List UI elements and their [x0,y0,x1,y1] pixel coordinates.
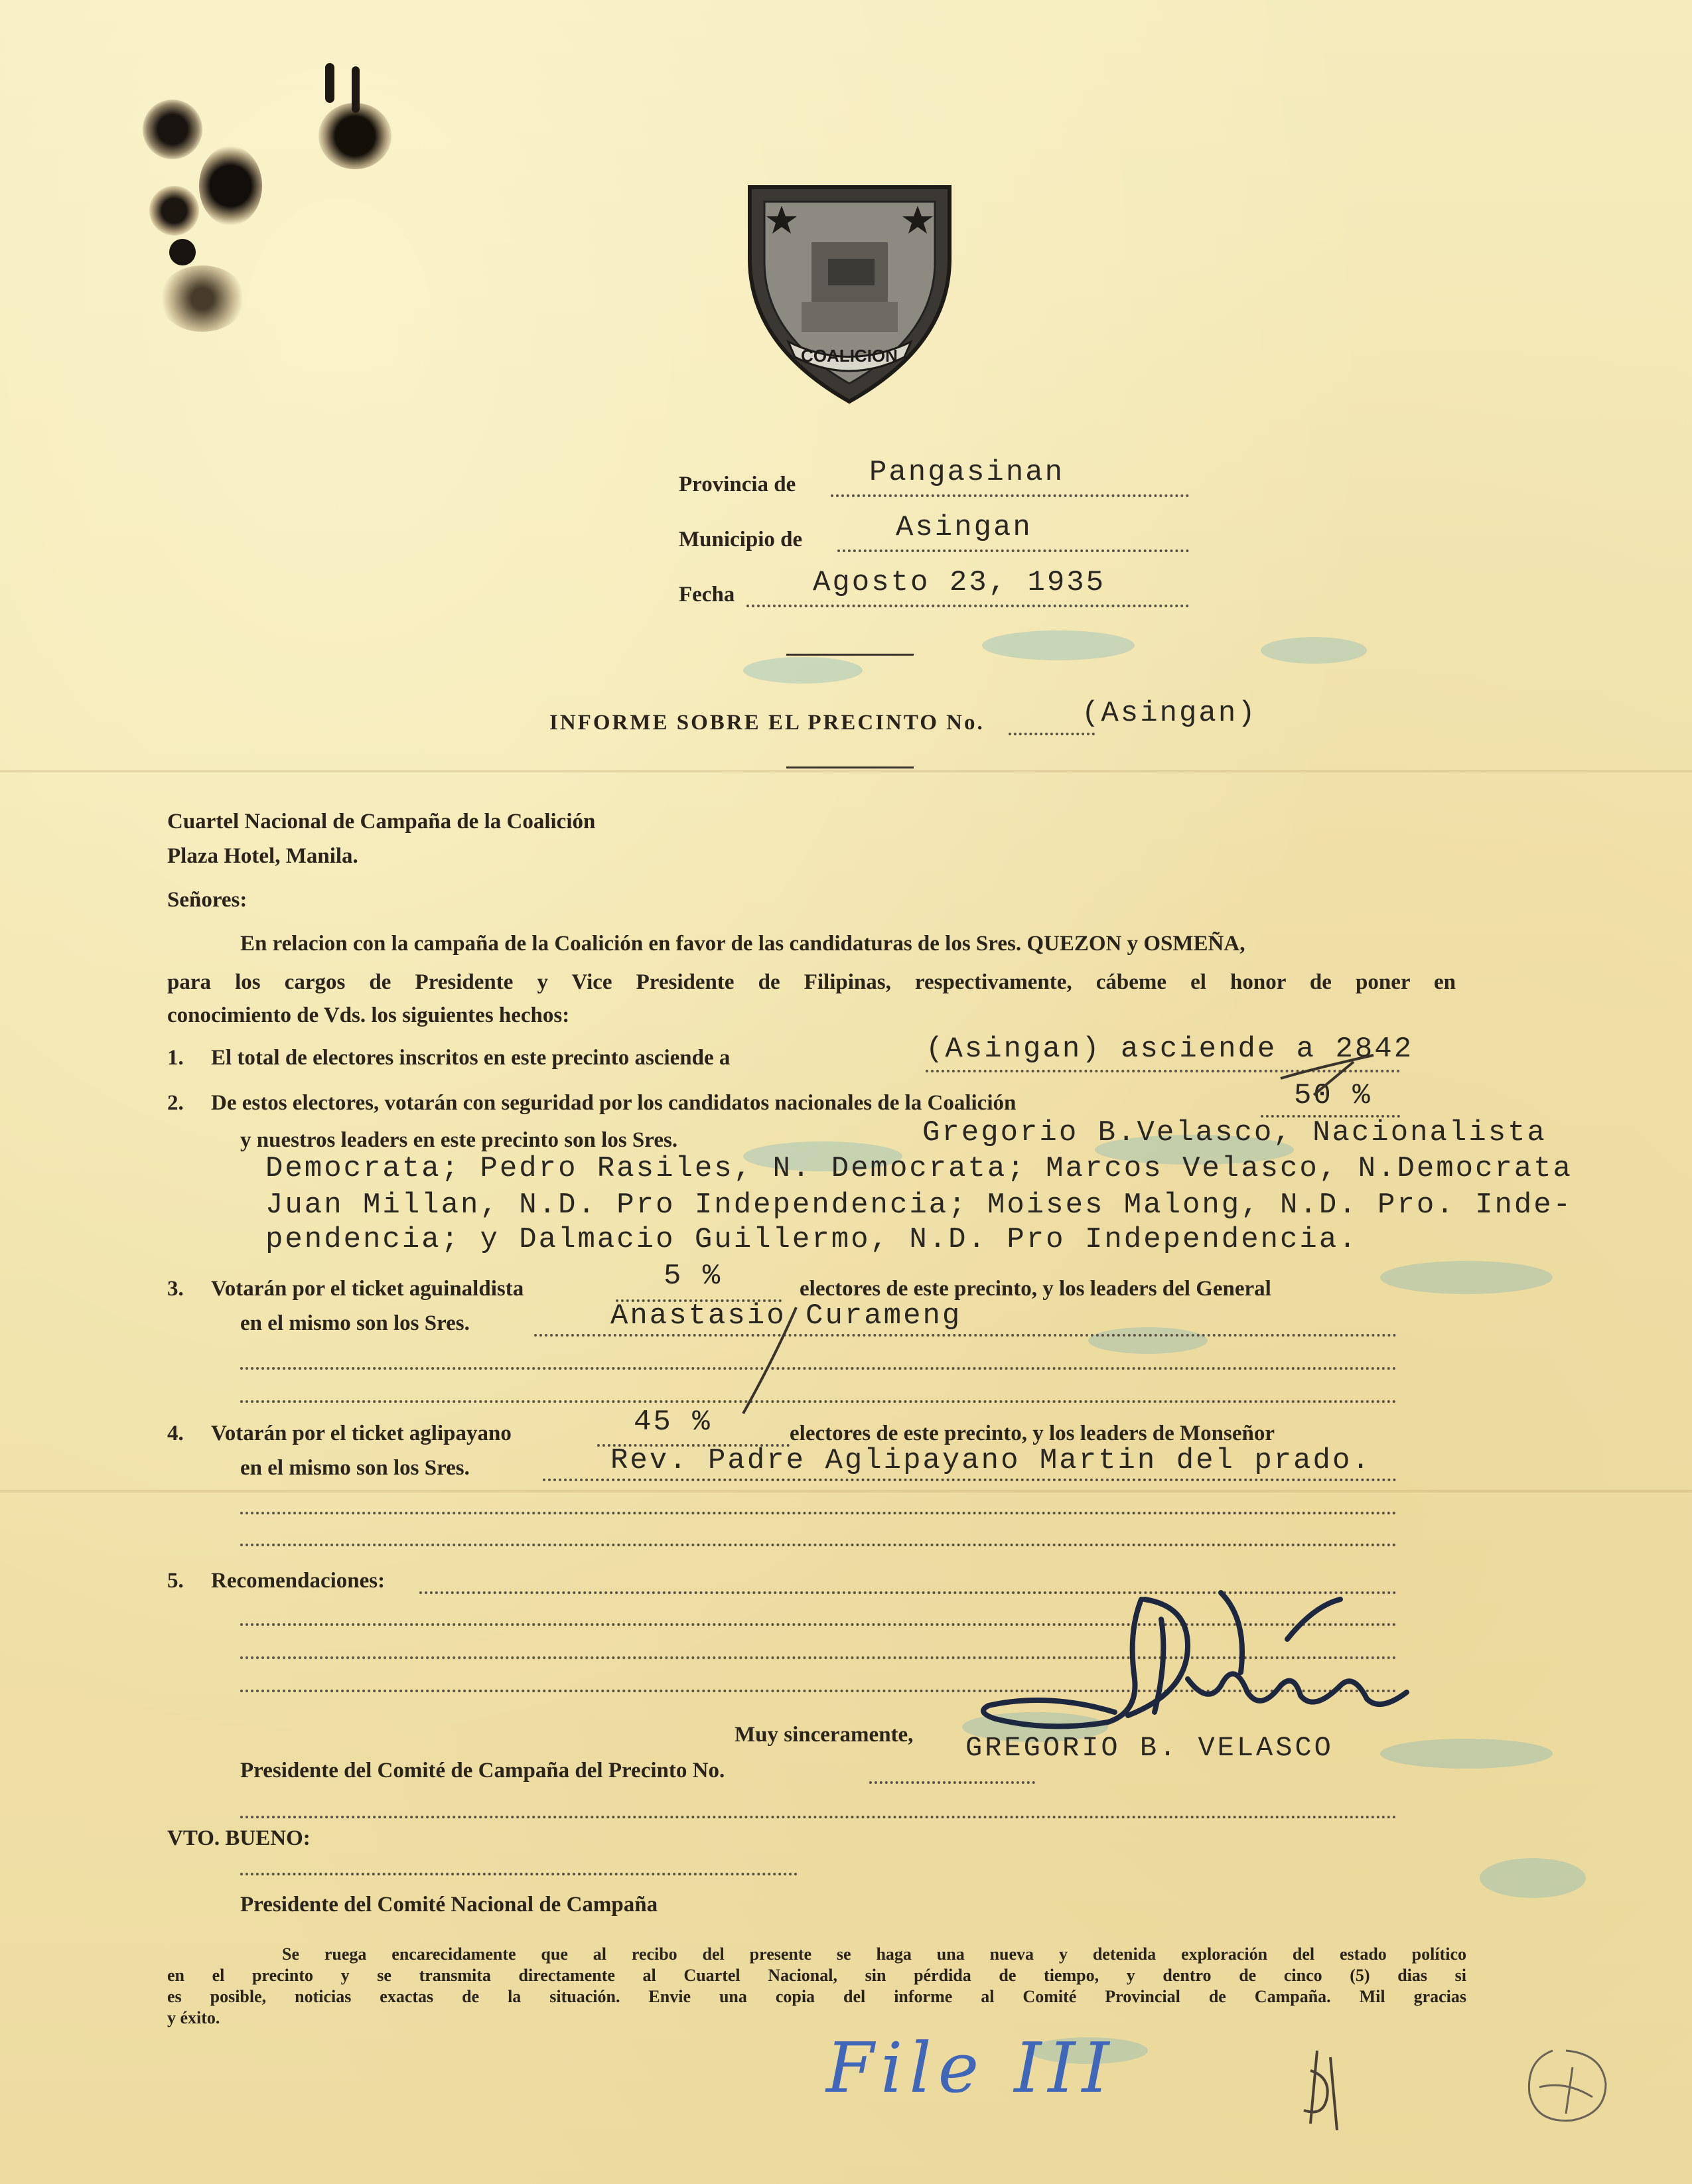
item4-dots-c [240,1544,1397,1546]
president-precinct: Presidente del Comité de Campaña del Precinto No. [240,1759,725,1783]
item1-value: (Asingan) asciende a 2842 [926,1033,1414,1066]
item3-line2: en el mismo son los Sres. [240,1311,470,1335]
municipio-value: Asingan [896,511,1032,544]
item2-leaders-1: Gregorio B.Velasco, Nacionalista [922,1116,1547,1149]
precinct-no-dots [869,1781,1035,1784]
sincerely: Muy sinceramente, [735,1723,914,1747]
item3-dots-c [240,1400,1397,1403]
footnote-line4: y éxito. [167,2008,220,2027]
emblem-text: COALICION [801,346,898,366]
fecha-label: Fecha [679,583,735,607]
item3-number: 3. [167,1277,184,1301]
check-mark [1274,1049,1380,1102]
item3-line1a: Votarán por el ticket aguinaldista [211,1277,524,1301]
footnote-line1: Se ruega encarecidamente que al recibo del presente se haga una nueva y detenida exploración del estado político [282,1944,1466,1964]
item4-dots-a [543,1479,1397,1481]
candidates: QUEZON y OSMEÑA, [1026,932,1245,956]
paper-fold [0,1490,1692,1492]
item2-percent: 50 % [1294,1079,1372,1112]
greeting: Señores: [167,888,247,912]
coalicion-emblem [742,179,957,408]
addressee-line1: Cuartel Nacional de Campaña de la Coalición [167,810,596,834]
item3-dots-a [534,1334,1397,1337]
precinct-value: (Asingan) [1082,697,1257,730]
item5-number: 5. [167,1569,184,1593]
provincia-value: Pangasinan [869,456,1065,489]
item2-leaders-3: Juan Millan, N.D. Pro Independencia; Moises Malong, N.D. Pro. Inde- [265,1189,1573,1222]
pencil-scribble [1513,2041,1619,2134]
intro-line1 [240,932,1245,956]
item2-leaders-4: pendencia; y Dalmacio Guillermo, N.D. Pro Independencia. [265,1223,1358,1256]
item4-leader: Rev. Padre Aglipayano Martin del prado. [610,1444,1372,1477]
recommendations-label: Recomendaciones: [211,1569,386,1593]
initials-mark [1291,2044,1350,2137]
check-mark [730,1301,803,1420]
file-note: File III [826,2027,1116,2108]
fecha-value: Agosto 23, 1935 [813,566,1106,599]
item4-percent: 45 % [634,1406,712,1439]
item4-line1a: Votarán por el ticket aglipayano [211,1421,512,1445]
title-divider [786,766,914,768]
item1-number: 1. [167,1046,184,1070]
report-title: INFORME SOBRE EL PRECINTO No. [549,711,985,735]
municipio-dots [837,549,1189,552]
vto-bueno: VTO. BUENO: [167,1826,311,1850]
intro-text: En relacion con la campaña de la Coalición en favor de las candidaturas de los Sres. [240,932,1022,956]
provincia-label: Provincia de [679,473,796,496]
item3-percent: 5 % [664,1260,723,1293]
item4-dots-b [240,1512,1397,1514]
vto-dots [240,1873,798,1875]
item4-number: 4. [167,1421,184,1445]
president-national: Presidente del Comité Nacional de Campaña [240,1893,658,1917]
footnote-line2: en el precinto y se transmita directamente al Cuartel Nacional, sin pérdida de tiempo, y dentro de cinco (5) dias si [167,1966,1466,1985]
item3-dots-b [240,1367,1397,1370]
provincia-dots [831,494,1189,497]
footnote-line3: es posible, noticias exactas de la situación. Envie una copia del informe al Comité Provincial de Campaña. Mil gracias [167,1987,1466,2006]
item2-line1: De estos electores, votarán con seguridad por los candidatos nacionales de la Coalición [211,1091,1017,1115]
title-dots [1009,733,1095,735]
fecha-dots [746,605,1189,607]
item4-line2: en el mismo son los Sres. [240,1456,470,1480]
item2-leaders-2: Democrata; Pedro Rasiles, N. Democrata; Marcos Velasco, N.Democrata [265,1152,1573,1185]
intro-line3: conocimiento de Vds. los siguientes hechos: [167,1003,570,1027]
item3-line1b: electores de este precinto, y los leaders del General [800,1277,1271,1301]
intro-line2: para los cargos de Presidente y Vice Presidente de Filipinas, respectivamente, cábeme el honor de poner en [167,970,1456,994]
municipio-label: Municipio de [679,528,803,551]
item3-leader: Anastasio Curameng [610,1299,962,1333]
item2-line2: y nuestros leaders en este precinto son los Sres. [240,1128,678,1152]
item4-line1b: electores de este precinto, y los leaders de Monseñor [790,1421,1275,1445]
signer-name: GREGORIO B. VELASCO [965,1732,1334,1764]
addressee-line2: Plaza Hotel, Manila. [167,844,358,868]
item2-number: 2. [167,1091,184,1115]
header-divider [786,654,914,656]
item1-text: El total de electores inscritos en este precinto asciende a [211,1046,731,1070]
paper-fold [0,770,1692,772]
closing-dots [240,1816,1397,1818]
